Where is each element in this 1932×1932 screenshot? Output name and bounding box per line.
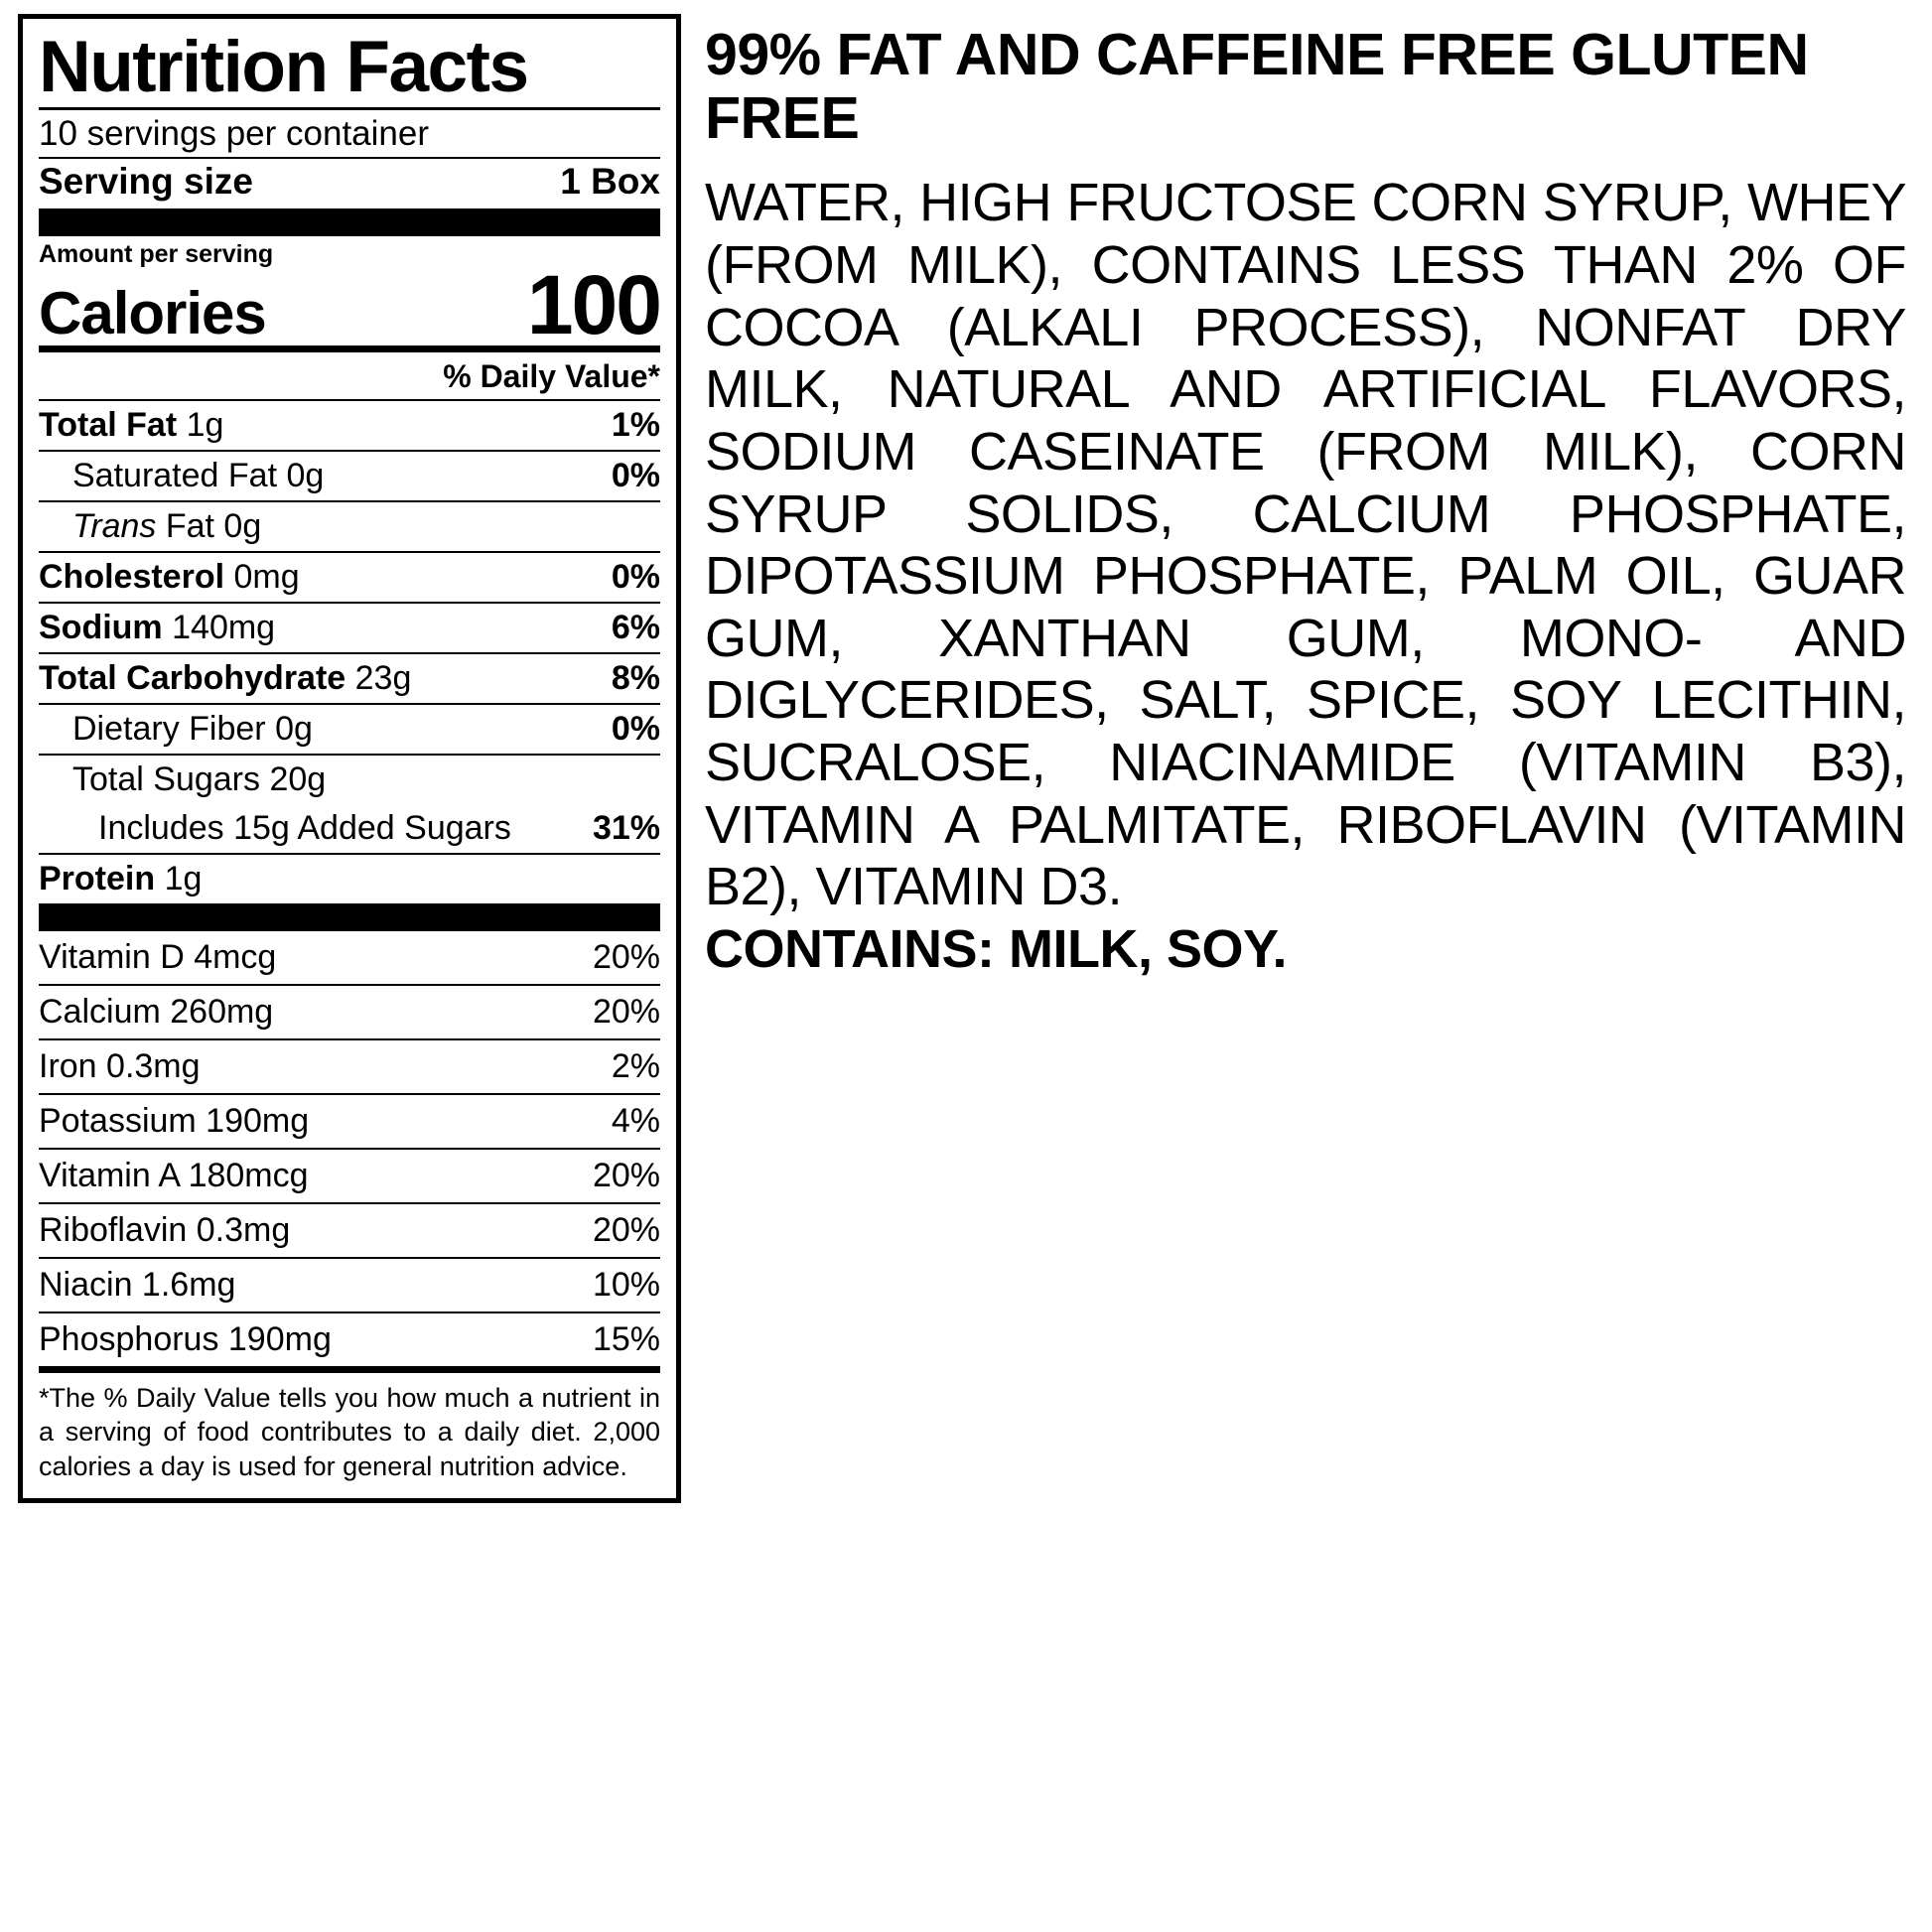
- nutrient-name: Includes 15g Added Sugars: [98, 808, 511, 847]
- vitamin-name: Riboflavin 0.3mg: [39, 1210, 291, 1249]
- vitamin-dv: 20%: [592, 1210, 660, 1249]
- divider-thick-top: [39, 208, 660, 236]
- nutrient-row-trans-fat: [39, 502, 660, 551]
- nutrient-amount: 140mg: [172, 608, 276, 646]
- serving-size-value: 1 Box: [560, 160, 660, 202]
- vitamin-name: Niacin 1.6mg: [39, 1265, 236, 1304]
- nutrient-name: Trans: [72, 506, 157, 545]
- nutrient-amount: 20g: [269, 759, 327, 798]
- nutrient-amount: 0mg: [233, 557, 300, 596]
- vitamin-name: Calcium 260mg: [39, 992, 274, 1031]
- allergen-contains-statement: CONTAINS: MILK, SOY.: [705, 918, 1288, 979]
- vitamin-dv: 20%: [592, 937, 660, 976]
- ingredients-list: WATER, HIGH FRUCTOSE CORN SYRUP, WHEY (FROM MILK), CONTAINS LESS THAN 2% OF COCOA (ALKALI PROCESS), NONFAT DRY MILK, NATURAL AND ARTIFICIAL FLAVORS, SODIUM CASEINATE (FROM MILK), CORN SYRUP SOLIDS, CALCIUM PHOSPHATE, DIPOTASSIUM PHOSPHATE, PALM OIL, GUAR GUM, XANTHAN GUM, MONO- AND DIGLYCERIDES, SALT, SPICE, SOY LECITHIN, SUCRALOSE, NIACINAMIDE (VITAMIN B3), VITAMIN A PALMITATE, RIBOFLAVIN (VITAMIN B2), VITAMIN D3.: [705, 173, 1906, 917]
- vitamin-row-niacin: [39, 1259, 660, 1311]
- vitamin-name: Iron 0.3mg: [39, 1046, 201, 1085]
- divider-thick-vitamins: [39, 903, 660, 931]
- nutrient-row-total-fat: [39, 401, 660, 450]
- nutrient-name: Dietary Fiber: [72, 709, 266, 748]
- nutrient-dv: 8%: [611, 658, 660, 697]
- nutrition-facts-panel: [18, 14, 681, 1503]
- nutrient-amount: 1g: [164, 859, 203, 897]
- nutrition-facts-title: Nutrition Facts: [39, 27, 528, 107]
- nutrient-row-protein: [39, 855, 660, 903]
- nutrient-amount: 0g: [275, 709, 313, 748]
- nutrient-name: Total Carbohydrate: [39, 658, 346, 697]
- daily-value-header: % Daily Value*: [443, 357, 660, 394]
- nutrient-name: Total Sugars: [72, 759, 260, 798]
- nutrient-amount: 23g: [354, 658, 412, 697]
- nutrient-row-added-sugars: [39, 804, 660, 853]
- nutrient-dv: 1%: [611, 405, 660, 444]
- nutrient-row-sodium: [39, 604, 660, 652]
- nutrient-amount: 0g: [286, 456, 325, 494]
- vitamin-row-phosphorus: [39, 1313, 660, 1366]
- serving-size-label: Serving size: [39, 160, 253, 202]
- servings-per-container: 10 servings per container: [39, 114, 429, 154]
- vitamin-dv: 2%: [611, 1046, 660, 1085]
- nutrient-amount: 1g: [186, 405, 224, 444]
- vitamin-dv: 20%: [592, 992, 660, 1031]
- nutrient-name: Total Fat: [39, 405, 178, 444]
- nutrient-row-total-sugars: [39, 756, 660, 804]
- nutrient-name: Sodium: [39, 608, 163, 646]
- ingredients-column: [705, 14, 1906, 981]
- vitamin-name: Vitamin D 4mcg: [39, 937, 277, 976]
- vitamin-row-vitamin-d: [39, 931, 660, 984]
- nutrient-row-cholesterol: [39, 553, 660, 602]
- vitamin-dv: 4%: [611, 1101, 660, 1140]
- calories-label: Calories: [39, 279, 266, 346]
- nutrient-name: Protein: [39, 859, 156, 897]
- vitamin-name: Potassium 190mg: [39, 1101, 310, 1140]
- vitamin-row-riboflavin: [39, 1204, 660, 1257]
- divider-above-footnote: [39, 1366, 660, 1373]
- nutrient-dv: 0%: [611, 709, 660, 748]
- nutrient-dv: 0%: [611, 557, 660, 596]
- nutrient-name: Saturated Fat: [72, 456, 278, 494]
- nutrient-dv: 6%: [611, 608, 660, 646]
- nutrient-dv: 31%: [592, 808, 660, 847]
- nutrient-row-total-carbohydrate: [39, 654, 660, 703]
- vitamin-row-potassium: [39, 1095, 660, 1148]
- vitamin-name: Vitamin A 180mcg: [39, 1156, 309, 1194]
- nutrient-dv: 0%: [611, 456, 660, 494]
- vitamin-name: Phosphorus 190mg: [39, 1319, 332, 1358]
- vitamin-row-iron: [39, 1040, 660, 1093]
- amount-per-serving-label: Amount per serving: [39, 239, 274, 268]
- vitamin-dv: 15%: [592, 1319, 660, 1358]
- nutrient-amount: Fat 0g: [165, 506, 262, 545]
- daily-value-footnote: *The % Daily Value tells you how much a nutrient in a serving of food contributes to a daily diet. 2,000 calories a day is used for general nutrition advice.: [39, 1382, 660, 1481]
- vitamin-row-vitamin-a: [39, 1150, 660, 1202]
- serving-size-row: [39, 159, 660, 208]
- nutrient-name: Cholesterol: [39, 557, 225, 596]
- vitamin-row-calcium: [39, 986, 660, 1038]
- nutrient-row-dietary-fiber: [39, 705, 660, 754]
- nutrient-row-saturated-fat: [39, 452, 660, 500]
- calories-value: 100: [526, 257, 660, 351]
- vitamin-dv: 10%: [592, 1265, 660, 1304]
- vitamin-dv: 20%: [592, 1156, 660, 1194]
- calories-row: [39, 257, 660, 351]
- product-claims: 99% FAT AND CAFFEINE FREE GLUTEN FREE: [705, 22, 1809, 151]
